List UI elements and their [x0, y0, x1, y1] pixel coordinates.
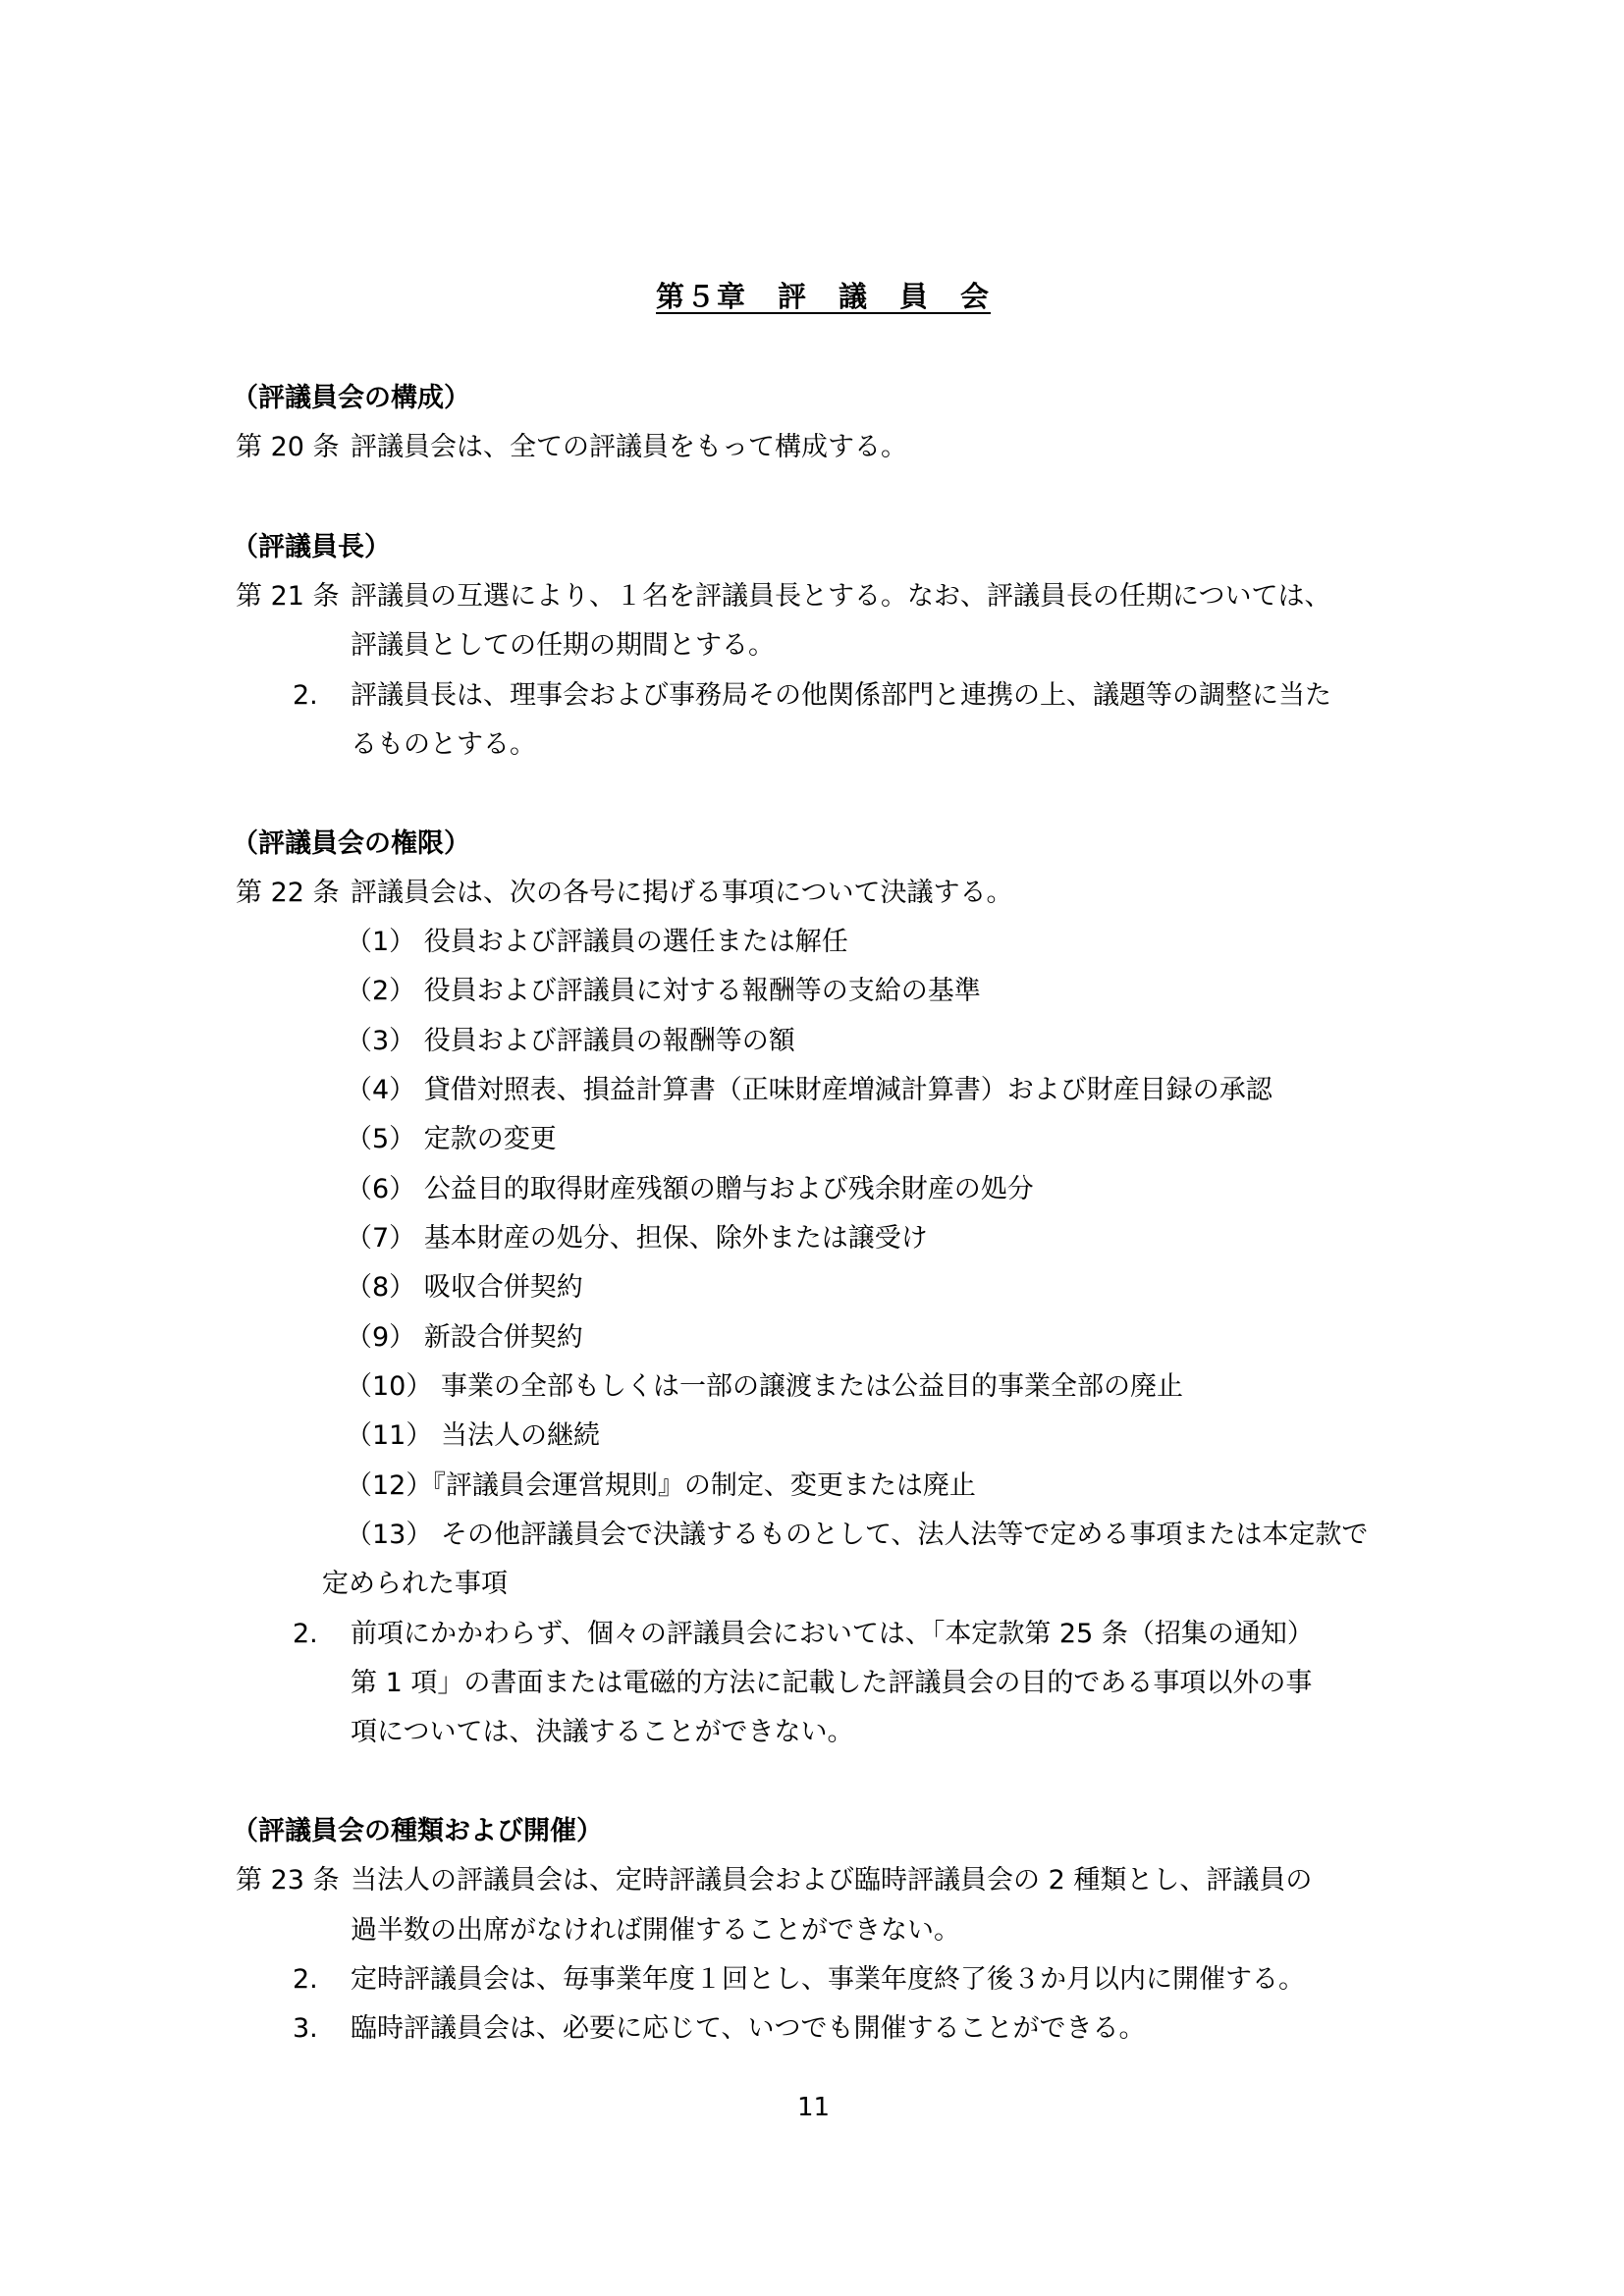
paragraph-line: 定時評議員会は、毎事業年度１回とし、事業年度終了後３か月以内に開催する。: [351, 1964, 1305, 1995]
article-heading: （評議員長）: [232, 532, 391, 562]
list-item-continuation: 定められた事項: [322, 1569, 508, 1599]
paragraph-number: 3.: [293, 2013, 318, 2044]
paragraph-number: 2.: [293, 680, 318, 711]
paragraph-line: るものとする。: [351, 729, 536, 760]
article-heading: （評議員会の構成）: [232, 383, 470, 413]
list-item: （1） 役員および評議員の選任または解任: [346, 927, 848, 957]
paragraph-number: 2.: [293, 1619, 318, 1649]
paragraph-line: 評議員長は、理事会および事務局その他関係部門と連携の上、議題等の調整に当た: [351, 680, 1331, 711]
paragraph-line: 臨時評議員会は、必要に応じて、いつでも開催することができる。: [351, 2013, 1146, 2044]
paragraph-line: 項については、決議することができない。: [351, 1717, 854, 1747]
list-item: （10） 事業の全部もしくは一部の譲渡または公益目的事業全部の廃止: [346, 1371, 1183, 1402]
article-heading: （評議員会の種類および開催）: [232, 1816, 603, 1846]
article-text: 評議員会は、次の各号に掲げる事項について決議する。: [351, 878, 1013, 908]
page-number: 11: [797, 2093, 831, 2122]
article-text: 評議員会は、全ての評議員をもって構成する。: [351, 432, 907, 462]
list-item: （3） 役員および評議員の報酬等の額: [346, 1026, 795, 1056]
article-number: 第 22 条: [236, 878, 340, 908]
paragraph-line: 第 1 項」の書面または電磁的方法に記載した評議員会の目的である事項以外の事: [351, 1668, 1313, 1698]
list-item: （12）『評議員会運営規則』の制定、変更または廃止: [346, 1470, 976, 1501]
chapter-title: 第５章 評 議 員 会: [656, 280, 992, 313]
list-item: （2） 役員および評議員に対する報酬等の支給の基準: [346, 976, 981, 1006]
list-item: （6） 公益目的取得財産残額の贈与および残余財産の処分: [346, 1174, 1034, 1204]
list-item: （11） 当法人の継続: [346, 1420, 600, 1451]
article-text-line: 評議員としての任期の期間とする。: [351, 630, 775, 661]
article-number: 第 20 条: [236, 432, 340, 462]
list-item: （13） その他評議員会で決議するものとして、法人法等で定める事項または本定款で: [346, 1520, 1369, 1550]
paragraph-number: 2.: [293, 1964, 318, 1995]
article-number: 第 23 条: [236, 1865, 340, 1896]
list-item: （4） 貸借対照表、損益計算書（正味財産増減計算書）および財産目録の承認: [346, 1075, 1272, 1105]
list-item: （9） 新設合併契約: [346, 1322, 583, 1353]
list-item: （7） 基本財産の処分、担保、除外または譲受け: [346, 1223, 928, 1254]
article-text-line: 当法人の評議員会は、定時評議員会および臨時評議員会の 2 種類とし、評議員の: [351, 1865, 1313, 1896]
list-item: （5） 定款の変更: [346, 1124, 557, 1154]
list-item: （8） 吸収合併契約: [346, 1272, 583, 1303]
article-text-line: 過半数の出席がなければ開催することができない。: [351, 1915, 960, 1946]
paragraph-line: 前項にかかわらず、個々の評議員会においては、「本定款第 25 条（招集の通知）: [351, 1619, 1314, 1649]
article-heading: （評議員会の権限）: [232, 828, 470, 859]
article-number: 第 21 条: [236, 581, 340, 612]
article-text-line: 評議員の互選により、１名を評議員長とする。なお、評議員長の任期については、: [351, 581, 1331, 612]
